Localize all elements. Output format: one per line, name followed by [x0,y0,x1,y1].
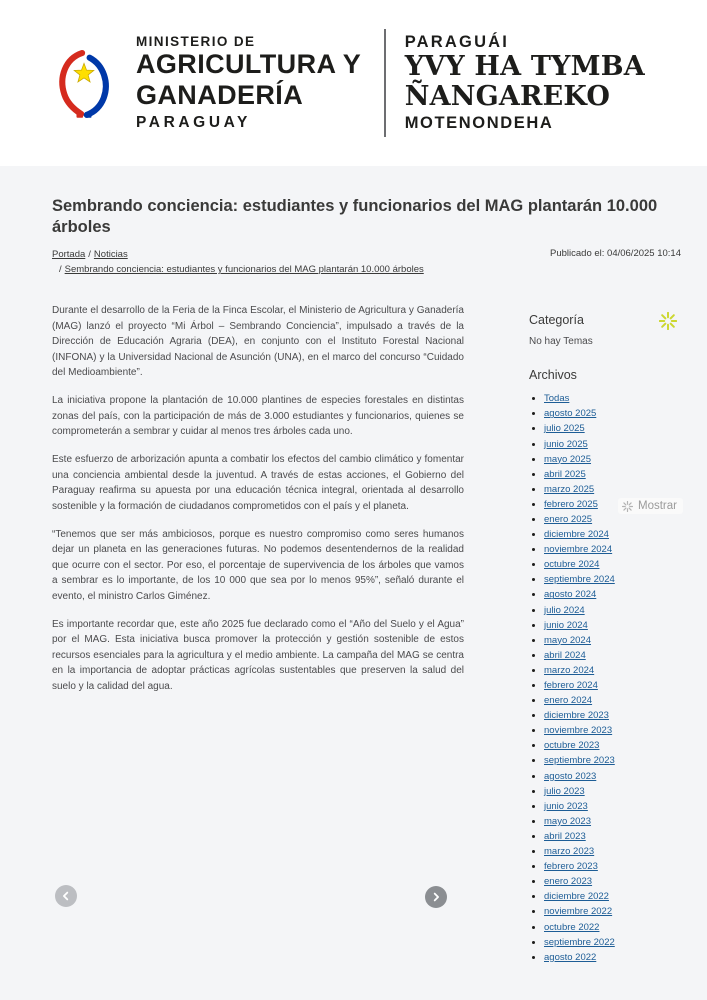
archive-link[interactable]: agosto 2024 [544,589,597,601]
archive-item [544,633,681,648]
archive-link[interactable]: septiembre 2023 [544,755,615,767]
breadcrumb-home-link[interactable]: Portada [52,249,86,261]
archive-item [544,467,681,482]
archive-link[interactable]: octubre 2024 [544,559,600,571]
archive-link[interactable]: mayo 2025 [544,453,592,465]
category-heading: Categoría [529,313,584,328]
archive-item [544,618,681,633]
header-divider [384,29,386,137]
article-paragraph: “Tenemos que ser más ambiciosos, porque es nuestro compromiso como seres humanos dejar un planeta en las generaciones futuras. No podemos desentendernos de la realidad que ocurre con el sector. Por eso, el porcentaje de supervivencia de los árboles que vamos a sembrar es lo importante, de los 10 000 que sea por lo menos 95%”, señaló durante el evento, el ministro Carlos Giménez. [52,528,464,602]
meta-row [52,247,681,277]
ministry-line-agricultura: AGRICULTURA Y [136,48,362,79]
archive-item [544,391,681,406]
archive-link[interactable]: junio 2024 [544,619,588,631]
main-content [0,166,707,965]
archive-link[interactable]: julio 2023 [544,785,585,797]
archive-item [544,542,681,557]
breadcrumb-separator: / [59,264,62,276]
article-paragraph: Es importante recordar que, este año 2025 fue declarado como el “Año del Suelo y el Agua” por el MAG. Esta iniciativa busca promover la protección y gestión sostenible de estos recursos esenciales para la agricultura y el medio ambiente. La campaña del MAG se centra en la importancia de adoptar prácticas agrícolas sustentables que preserven la salud del suelo y la calidad del agua. [52,618,464,692]
archive-link[interactable]: agosto 2023 [544,770,597,782]
guarani-line-yvy: YVY HA TYMBA [404,50,645,82]
mag-coat-of-arms-logo[interactable] [54,45,114,121]
site-header [0,0,707,166]
article-body [52,303,464,965]
ministry-wordmark-es [136,34,361,133]
archive-item [544,935,681,950]
archive-link[interactable]: enero 2023 [544,876,593,888]
carousel-prev-button[interactable] [55,885,77,907]
article-paragraph: La iniciativa propone la plantación de 10.000 plantines de especies forestales en distintas zonas del país, con la participación de más de 3.000 estudiantes y funcionarios, quienes se comprometerán a sembrar y cuidar al menos tres árboles cada uno. [52,395,464,438]
archive-item [544,874,681,889]
archive-item [544,482,681,497]
archive-link[interactable]: agosto 2025 [544,408,597,420]
archive-item [544,829,681,844]
carousel-next-button[interactable] [425,886,447,908]
archive-item [544,452,681,467]
archive-link[interactable]: febrero 2024 [544,680,598,691]
archive-link[interactable]: julio 2024 [544,604,585,616]
archive-item [544,663,681,678]
archive-item [544,753,681,768]
archive-link[interactable]: abril 2025 [544,468,586,480]
archive-item [544,421,681,436]
archive-link[interactable]: diciembre 2023 [544,710,609,722]
archive-item [544,708,681,723]
archive-link[interactable]: septiembre 2022 [544,936,615,948]
archive-link[interactable]: abril 2024 [544,649,586,661]
breadcrumb-current-line [52,262,498,277]
ministry-line-paraguay: PARAGUAY [136,114,251,132]
archive-link[interactable]: mayo 2024 [544,634,592,646]
archive-link[interactable]: junio 2025 [544,438,588,450]
archive-item [544,572,681,587]
archive-link[interactable]: marzo 2024 [544,664,595,676]
archives-list [529,391,681,965]
archives-heading: Archivos [529,368,577,383]
archive-item [544,859,681,874]
archive-link[interactable]: octubre 2023 [544,740,600,752]
ministry-line-ganaderia: GANADERÍA [136,80,304,110]
archive-item [544,406,681,421]
archive-item [544,950,681,965]
guarani-line-motenondeha: MOTENONDEHA [404,114,554,133]
archive-item [544,920,681,935]
ministry-wordmark-guarani [405,33,645,133]
archive-item [544,587,681,602]
archive-link[interactable]: agosto 2022 [544,951,597,963]
archive-item [544,527,681,542]
archive-item [544,693,681,708]
content-columns [52,303,681,965]
page-title: Sembrando conciencia: estudiantes y funcionarios del MAG plantarán 10.000 árboles [52,197,658,237]
category-empty-text: No hay Temas [529,336,593,348]
brand [54,29,645,137]
archive-item [544,723,681,738]
archive-link[interactable]: abril 2023 [544,830,586,842]
archive-item [544,738,681,753]
archive-link[interactable]: Todas [544,393,570,405]
archive-link[interactable]: marzo 2025 [544,483,595,495]
archive-link[interactable]: mayo 2023 [544,815,592,827]
breadcrumb-separator: / [88,249,91,261]
archive-link[interactable]: noviembre 2022 [544,906,613,918]
archive-link[interactable]: noviembre 2024 [544,544,613,556]
archive-item [544,557,681,572]
archive-link[interactable]: enero 2024 [544,695,593,707]
archive-link[interactable]: febrero 2025 [544,498,598,510]
archive-link[interactable]: febrero 2023 [544,861,598,873]
article-paragraph: Este esfuerzo de arborización apunta a combatir los efectos del cambio climático y fomentar una conciencia ambiental desde la juventud. A través de estas acciones, el Gobierno del Paraguay reafirma su apuesta por una educación técnica integral, orientada al desarrollo sostenible y la formación de ciudadanos comprometidos con el país y el planeta. [52,454,464,512]
published-date: Publicado el: 04/06/2025 10:14 [550,248,681,260]
archive-item [544,799,681,814]
archive-item [544,769,681,784]
accessibility-widget-star-icon[interactable] [659,312,677,330]
guarani-line-paraguai: PARAGUÁI [404,32,510,51]
breadcrumb [52,247,498,277]
chevron-left-icon [61,891,71,901]
archive-item [544,512,681,527]
archive-link[interactable]: diciembre 2022 [544,891,609,903]
article-paragraph: Durante el desarrollo de la Feria de la Finca Escolar, el Ministerio de Agricultura y Ganadería (MAG) lanzó el proyecto “Mi Árbol – Sembrando Conciencia”, impulsado a través de la Dirección de Educación Agraria (DEA), en conjunto con el Instituto Forestal Nacional (INFONA) y la Universidad Nacional de Asunción (UNA), en el marco del concurso “Cuidado del Medioambiente”. [52,305,464,379]
guarani-line-nangareko: ÑANGAREKO [404,81,611,112]
mostrar-tooltip [618,498,683,514]
chevron-right-icon [431,892,441,902]
archive-link[interactable]: julio 2025 [544,423,585,435]
archive-link[interactable]: diciembre 2024 [544,529,609,541]
archive-item [544,648,681,663]
archive-item [544,678,681,693]
breadcrumb-current-page[interactable]: Sembrando conciencia: estudiantes y funcionarios del MAG plantarán 10.000 árboles [64,264,424,276]
breadcrumb-section-link[interactable]: Noticias [93,249,128,261]
spinner-icon [622,501,633,512]
archive-link[interactable]: noviembre 2023 [544,725,613,737]
archive-link[interactable]: enero 2025 [544,513,593,525]
archive-item [544,904,681,919]
archive-link[interactable]: octubre 2022 [544,921,600,933]
ministry-line-small: MINISTERIO DE [136,33,256,49]
archive-item [544,889,681,904]
archive-link[interactable]: junio 2023 [544,800,588,812]
archive-item [544,437,681,452]
archive-item [544,603,681,618]
archive-item [544,814,681,829]
archive-item [544,784,681,799]
sidebar [529,303,681,965]
archive-link[interactable]: septiembre 2024 [544,574,615,586]
mostrar-tooltip-label: Mostrar [638,500,677,512]
archive-link[interactable]: marzo 2023 [544,846,595,858]
archive-item [544,844,681,859]
